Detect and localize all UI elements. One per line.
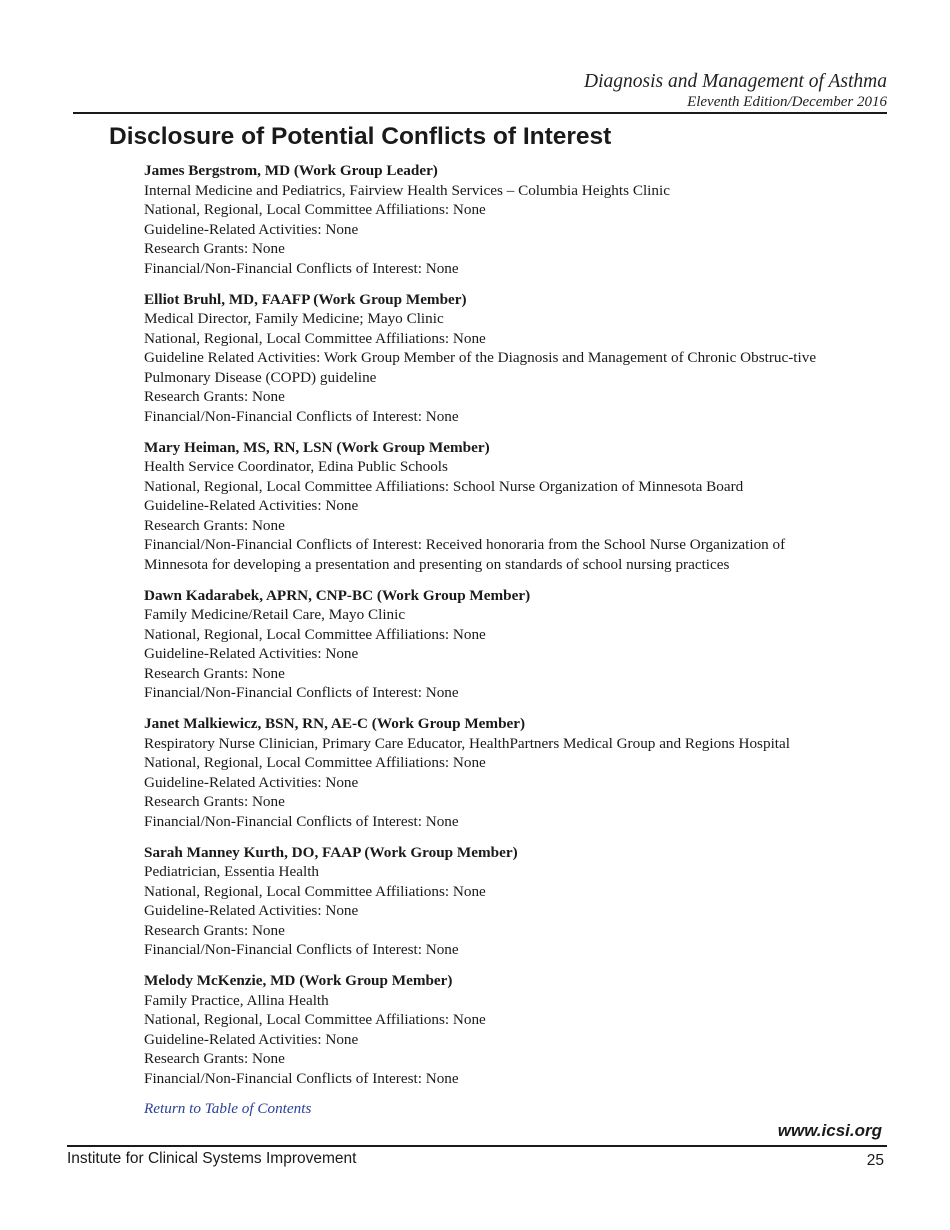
website-url: www.icsi.org — [777, 1121, 882, 1140]
return-to-toc-link[interactable]: Return to Table of Contents — [144, 1100, 312, 1117]
running-header — [584, 71, 887, 112]
disclosure-list — [144, 161, 844, 1100]
committee-affiliations: National, Regional, Local Committee Affiliations: None — [144, 882, 486, 900]
member-entry — [144, 714, 844, 831]
conflicts-of-interest: Financial/Non-Financial Conflicts of Interest: None — [144, 1069, 459, 1087]
member-entry — [144, 586, 844, 703]
guideline-activities: Guideline Related Activities: Work Group Member of the Diagnosis and Management of Chronic Obstruc-tive Pulmonary Disease (COPD) guideline — [144, 349, 817, 386]
research-grants: Research Grants: None — [144, 1050, 285, 1067]
member-entry — [144, 438, 844, 575]
member-affiliation: Family Practice, Allina Health — [144, 991, 329, 1009]
footer-divider — [67, 1145, 887, 1147]
member-name: Elliot Bruhl, MD, FAAFP (Work Group Member) — [144, 290, 467, 308]
header-divider — [73, 112, 887, 114]
conflicts-of-interest: Financial/Non-Financial Conflicts of Interest: None — [144, 684, 459, 701]
research-grants: Research Grants: None — [144, 516, 285, 534]
research-grants: Research Grants: None — [144, 388, 285, 405]
conflicts-of-interest: Financial/Non-Financial Conflicts of Interest: None — [144, 407, 459, 425]
member-entry — [144, 290, 844, 427]
member-name: Janet Malkiewicz, BSN, RN, AE-C (Work Group Member) — [144, 715, 526, 732]
guideline-activities: Guideline-Related Activities: None — [144, 220, 359, 238]
member-entry — [144, 971, 844, 1088]
member-entry — [144, 843, 844, 960]
member-affiliation: Health Service Coordinator, Edina Public Schools — [144, 458, 448, 475]
committee-affiliations: National, Regional, Local Committee Affiliations: None — [144, 201, 486, 218]
member-affiliation: Family Medicine/Retail Care, Mayo Clinic — [144, 606, 406, 623]
guideline-activities: Guideline-Related Activities: None — [144, 497, 359, 514]
conflicts-of-interest: Financial/Non-Financial Conflicts of Interest: None — [144, 259, 459, 277]
research-grants: Research Grants: None — [144, 240, 285, 257]
conflicts-of-interest: Financial/Non-Financial Conflicts of Interest: None — [144, 812, 459, 830]
conflicts-of-interest: Financial/Non-Financial Conflicts of Interest: None — [144, 941, 459, 958]
committee-affiliations: National, Regional, Local Committee Affiliations: None — [144, 1011, 486, 1028]
page-number: 25 — [866, 1152, 884, 1169]
guideline-activities: Guideline-Related Activities: None — [144, 645, 359, 662]
footer-organization: Institute for Clinical Systems Improvement — [67, 1150, 357, 1167]
member-name: James Bergstrom, MD (Work Group Leader) — [144, 162, 438, 179]
page-title: Disclosure of Potential Conflicts of Interest — [109, 123, 612, 150]
committee-affiliations: National, Regional, Local Committee Affiliations: School Nurse Organization of Minnesota Board — [144, 477, 744, 495]
member-entry — [144, 161, 844, 278]
member-name: Melody McKenzie, MD (Work Group Member) — [144, 972, 453, 989]
member-name: Dawn Kadarabek, APRN, CNP-BC (Work Group Member) — [144, 586, 531, 604]
guideline-activities: Guideline-Related Activities: None — [144, 902, 359, 919]
committee-affiliations: National, Regional, Local Committee Affiliations: None — [144, 754, 486, 771]
document-title: Diagnosis and Management of Asthma — [584, 71, 887, 92]
member-affiliation: Internal Medicine and Pediatrics, Fairview Health Services – Columbia Heights Clinic — [144, 181, 670, 199]
research-grants: Research Grants: None — [144, 921, 285, 939]
research-grants: Research Grants: None — [144, 793, 285, 810]
member-name: Mary Heiman, MS, RN, LSN (Work Group Member) — [144, 438, 490, 456]
member-affiliation: Respiratory Nurse Clinician, Primary Care Educator, HealthPartners Medical Group and Regions Hospital — [144, 734, 790, 752]
member-name: Sarah Manney Kurth, DO, FAAP (Work Group Member) — [144, 843, 518, 861]
research-grants: Research Grants: None — [144, 664, 285, 682]
committee-affiliations: National, Regional, Local Committee Affiliations: None — [144, 625, 486, 643]
committee-affiliations: National, Regional, Local Committee Affiliations: None — [144, 329, 486, 347]
guideline-activities: Guideline-Related Activities: None — [144, 1030, 359, 1048]
guideline-activities: Guideline-Related Activities: None — [144, 773, 359, 791]
member-affiliation: Pediatrician, Essentia Health — [144, 863, 320, 880]
edition-date: Eleventh Edition/December 2016 — [687, 94, 887, 110]
member-affiliation: Medical Director, Family Medicine; Mayo Clinic — [144, 310, 444, 327]
conflicts-of-interest: Financial/Non-Financial Conflicts of Interest: Received honoraria from the School Nurse Organization of Minnesota for developing a presentation and presenting on standards of school nursing practices — [144, 536, 786, 573]
